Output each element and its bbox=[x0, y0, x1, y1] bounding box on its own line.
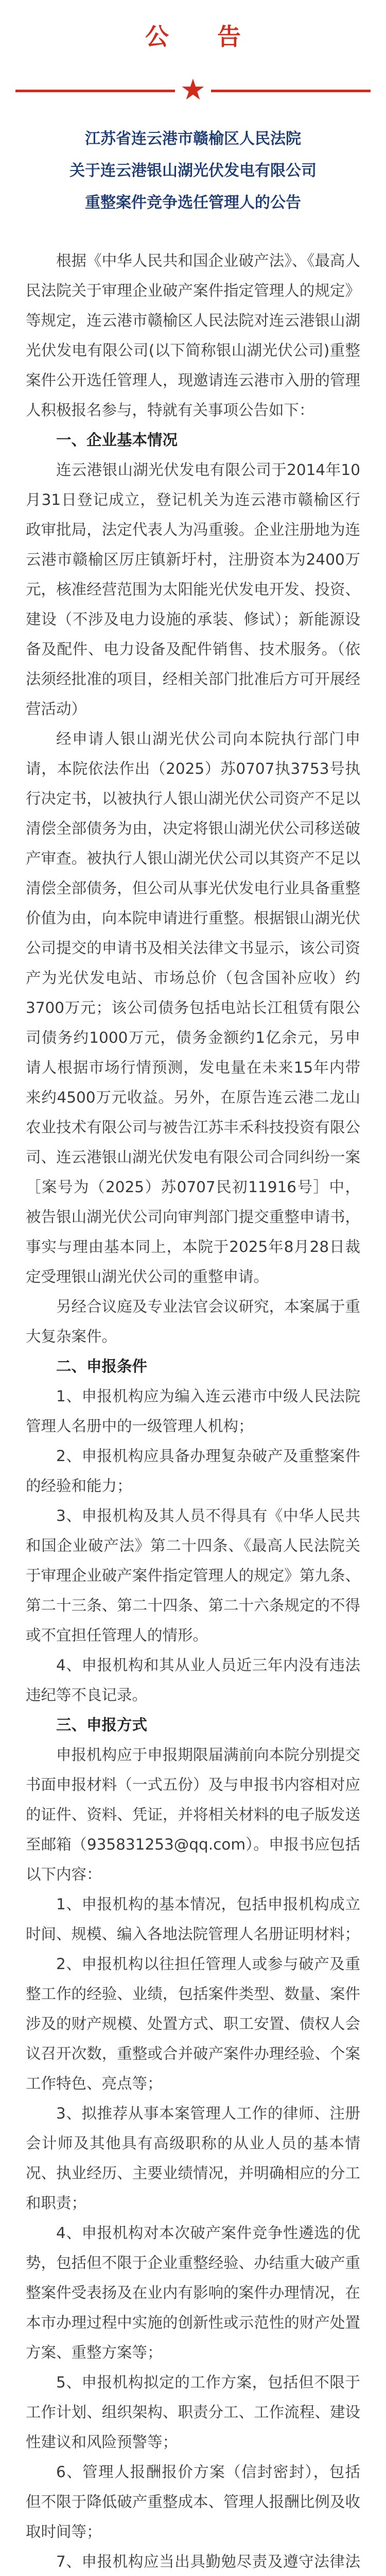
section-3-paragraph: 申报机构应于申报期限届满前向本院分别提交书面申报材料（一式五份）及与申报书内容相对应的证件、资料、凭证，并将相关材料的电子版发送至邮箱（935831253@qq.com）。申报书应包括以下内容： bbox=[26, 1746, 360, 1883]
section-3-paragraph: 6、管理人报酬报价方案（信封密封），包括但不限于降低破产重整成本、管理人报酬比例及收取时间等； bbox=[26, 2463, 360, 2540]
section-2-heading: 二、申报条件 bbox=[56, 1358, 148, 1375]
section-2-paragraph: 4、申报机构和其从业人员近三年内没有违法违纪等不良记录。 bbox=[26, 1656, 360, 1704]
notice-header-title: 公 告 bbox=[145, 23, 253, 50]
section-3-paragraph: 5、申报机构拟定的工作方案，包括但不限于工作计划、组织架构、职责分工、工作流程、建设性建议和风险预警等； bbox=[26, 2374, 360, 2451]
section-3-paragraph: 3、拟推荐从事本案管理人工作的律师、注册会计师及其他具有高级职称的从业人员的基本情况、执业经历、主要业绩情况，并明确相应的分工和职责； bbox=[26, 2105, 360, 2212]
section-3-paragraph: 2、申报机构以往担任管理人或参与破产及重整工作的经验、业绩，包括案件类型、数量、案件涉及的财产规模、处置方式、职工安置、债权人会议召开次数，重整或合并破产案件办理经验、个案工作特色、亮点等； bbox=[26, 1955, 360, 2092]
section-3-heading: 三、申报方式 bbox=[56, 1716, 148, 1734]
section-3-paragraph: 4、申报机构对本次破产案件竞争性遴选的优势，包括但不限于企业重整经验、办结重大破产重整案件受表扬及在业内有影响的案件办理情况，在本市办理过程中实施的创新性或示范性的财产处置方案、重整方案等； bbox=[26, 2224, 360, 2361]
red-star-divider bbox=[15, 73, 371, 107]
intro-paragraph: 根据《中华人民共和国企业破产法》、《最高人民法院关于审理企业破产案件指定管理人的规定》等规定，连云港市赣榆区人民法院对连云港银山湖光伏发电有限公司(以下简称银山湖光伏公司)重整案件公开选任管理人，现邀请连云港市入册的管理人积极报名参与，特就有关事项公告如下： bbox=[26, 252, 360, 419]
section-3-paragraph: 7、申报机构应当出具勤勉尽责及遵守法律法 bbox=[56, 2553, 360, 2570]
section-2-paragraph: 2、申报机构应具备办理复杂破产及重整案件的经验和能力； bbox=[26, 1447, 360, 1495]
notice-title-subject: 重整案件竞争选任管理人的公告 bbox=[85, 194, 301, 212]
notice-title-court: 江苏省连云港市赣榆区人民法院 bbox=[85, 130, 301, 148]
red-star-icon: ★ bbox=[180, 73, 206, 107]
section-1-paragraph: 经申请人银山湖光伏公司向本院执行部门申请，本院依法作出（2025）苏0707执3753号执行决定书，以被执行人银山湖光伏公司资产不足以清偿全部债务为由，决定将银山湖光伏公司移送破产审查。被执行人银山湖光伏公司以其资产不足以清偿全部债务，但公司从事光伏发电行业具备重整价值为由，向本院申请进行重整。根据银山湖光伏公司提交的申请书及相关法律文书显示，该公司资产为光伏发电站、市场总价（包含国补应收）约3700万元；该公司债务包括电站长江租赁有限公司债务约1000万元，债务金额约1亿余元，另申请人根据市场行情预测，发电量在未来15年内带来约4500万元收益。另外，在原告连云港二龙山农业技术有限公司与被告江苏丰禾科技投资有限公司、连云港银山湖光伏发电有限公司合同纠纷一案［案号为（2025）苏0707民初11916号］中，被告银山湖光伏公司向审判部门提交重整申请书，事实与理由基本同上，本院于2025年8月28日裁定受理银山湖光伏公司的重整申请。 bbox=[26, 730, 360, 1285]
notice-title-company: 关于连云港银山湖光伏发电有限公司 bbox=[69, 162, 317, 180]
section-2-paragraph: 1、申报机构应为编入连云港市中级人民法院管理人名册中的一级管理人机构； bbox=[26, 1387, 360, 1435]
section-1-paragraph: 另经合议庭及专业法官会议研究，本案属于重大复杂案件。 bbox=[26, 1298, 360, 1345]
section-1-heading: 一、企业基本情况 bbox=[56, 431, 178, 449]
divider-line-right bbox=[211, 90, 371, 92]
notice-title bbox=[21, 123, 365, 219]
section-2-paragraph: 3、申报机构及其人员不得具有《中华人民共和国企业破产法》第二十四条、《最高人民法院关于审理企业破产案件指定管理人的规定》第九条、第二十三条、第二十四条、第二十六条规定的不得或不宜担任管理人的情形。 bbox=[26, 1507, 360, 1644]
divider-line-left bbox=[15, 90, 175, 92]
notice-body bbox=[26, 246, 360, 2576]
section-3-paragraph: 1、申报机构的基本情况，包括申报机构成立时间、规模、编入各地法院管理人名册证明材料； bbox=[26, 1895, 360, 1943]
section-1-paragraph: 连云港银山湖光伏发电有限公司于2014年10月31日登记成立，登记机关为连云港市赣榆区行政审批局，法定代表人为冯重骏。企业注册地为连云港市赣榆区厉庄镇新圩村，注册资本为2400万元，核准经营范围为太阳能光伏发电开发、投资、建设（不涉及电力设施的承装、修试）；新能源设备及配件、电力设备及配件销售、技术服务。（依法须经批准的项目，经相关部门批准后方可开展经营活动） bbox=[26, 461, 360, 718]
